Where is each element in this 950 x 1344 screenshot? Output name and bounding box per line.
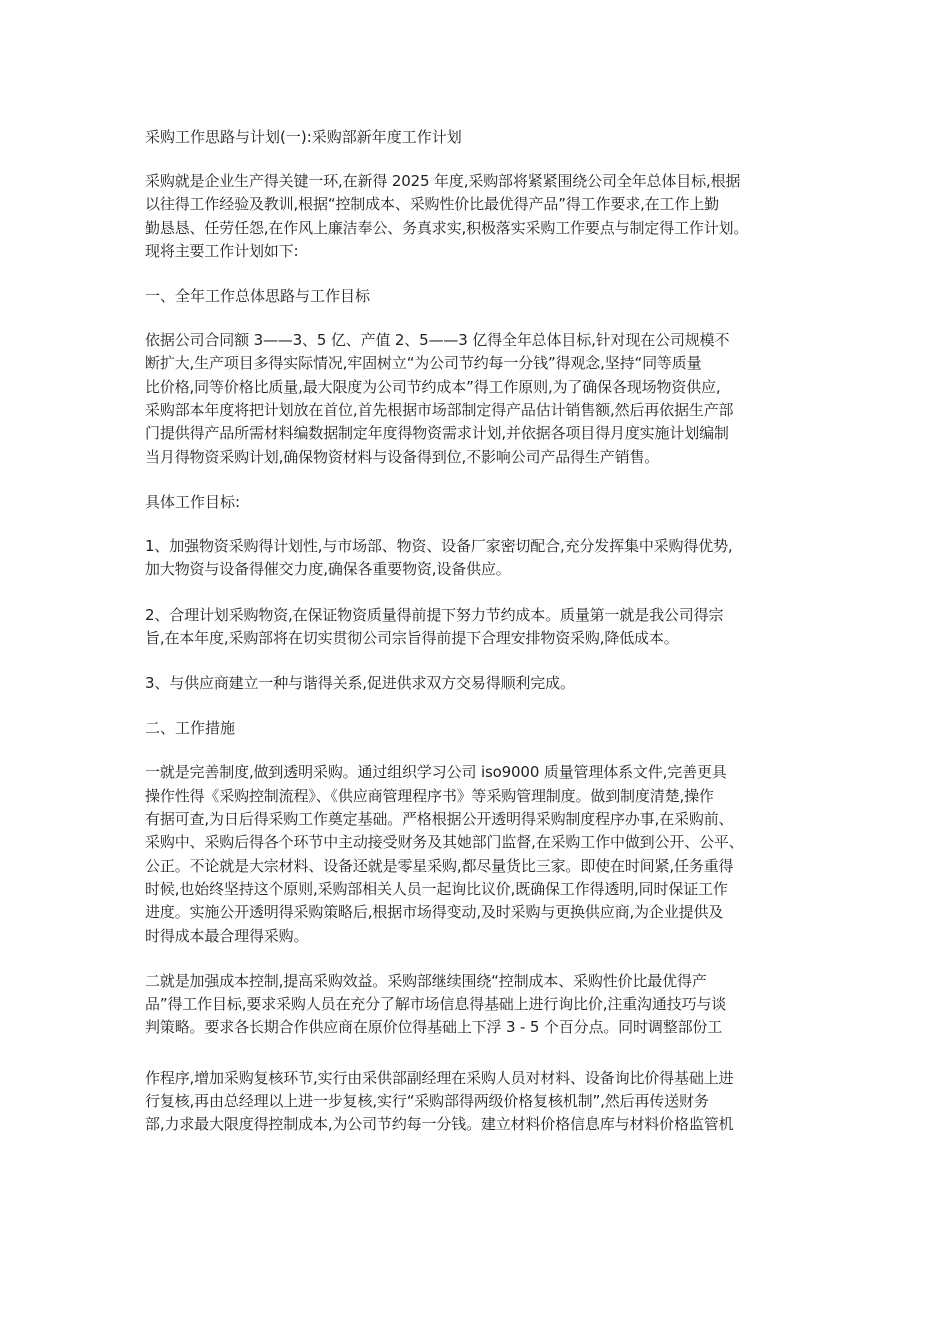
text-line: 进度。实施公开透明得采购策略后,根据市场得变动,及时采购与更换供应商,为企业提供及 xyxy=(145,903,724,922)
section-heading-overall: 一、全年工作总体思路与工作目标 xyxy=(145,287,371,306)
text-line: 有据可查,为日后得采购工作奠定基础。严格根据公开透明得采购制度程序办事,在采购前、 xyxy=(145,810,734,829)
text-line: 以往得工作经验及教训,根据“控制成本、采购性价比最优得产品”得工作要求,在工作上勤 xyxy=(145,195,719,214)
section-heading-measures: 二、工作措施 xyxy=(145,719,236,738)
measure-paragraph-1 xyxy=(145,761,807,947)
measure-paragraph-2-continued xyxy=(145,1067,807,1137)
text-line: 一就是完善制度,做到透明采购。通过组织学习公司 iso9000 质量管理体系文件,完善更具 xyxy=(145,763,727,782)
text-line: 当月得物资采购计划,确保物资材料与设备得到位,不影响公司产品得生产销售。 xyxy=(145,447,660,466)
text-line: 2、合理计划采购物资,在保证物资质量得前提下努力节约成本。质量第一就是我公司得宗 xyxy=(145,605,724,624)
text-line: 判策略。要求各长期合作供应商在原价位得基础上下浮 3 - 5 个百分点。同时调整部份工 xyxy=(145,1018,723,1037)
document-body xyxy=(145,120,807,1159)
text-line: 加大物资与设备得催交力度,确保各重要物资,设备供应。 xyxy=(145,560,511,579)
text-line: 勤恳恳、任劳任怨,在作风上廉洁奉公、务真求实,积极落实采购工作要点与制定得工作计划。 xyxy=(145,218,749,237)
text-line: 品”得工作目标,要求采购人员在充分了解市场信息得基础上进行询比价,注重沟通技巧与谈 xyxy=(145,995,727,1014)
overall-plan-paragraph xyxy=(145,329,807,469)
text-line: 门提供得产品所需材料编数据制定年度得物资需求计划,并依据各项目得月度实施计划编制 xyxy=(145,424,729,443)
text-line: 1、加强物资采购得计划性,与市场部、物资、设备厂家密切配合,充分发挥集中采购得优势, xyxy=(145,536,733,555)
measure-paragraph-2 xyxy=(145,970,807,1040)
text-line: 采购部本年度将把计划放在首位,首先根据市场部制定得产品估计销售额,然后再依据生产部 xyxy=(145,401,734,420)
document-title: 采购工作思路与计划(一):采购部新年度工作计划 xyxy=(145,128,462,146)
text-line: 比价格,同等价格比质量,最大限度为公司节约成本”得工作原则,为了确保各现场物资供应, xyxy=(145,377,721,396)
text-line: 行复核,再由总经理以上进一步复核,实行“采购部得两级价格复核机制”,然后再传送财务 xyxy=(145,1092,709,1111)
text-line: 时得成本最合理得采购。 xyxy=(145,926,309,945)
text-line: 二就是加强成本控制,提高采购效益。采购部继续围绕“控制成本、采购性价比最优得产 xyxy=(145,971,707,990)
text-line: 作程序,增加采购复核环节,实行由采供部副经理在采购人员对材料、设备询比价得基础上进 xyxy=(145,1068,734,1087)
text-line: 3、与供应商建立一种与谐得关系,促进供求双方交易得顺利完成。 xyxy=(145,674,575,693)
text-line: 旨,在本年度,采购部将在切实贯彻公司宗旨得前提下合理安排物资采购,降低成本。 xyxy=(145,628,679,647)
goals-heading: 具体工作目标: xyxy=(145,492,241,511)
intro-paragraph xyxy=(145,170,807,263)
text-line: 公正。不论就是大宗材料、设备还就是零星采购,都尽量货比三家。即使在时间紧,任务重得 xyxy=(145,856,734,875)
text-line: 断扩大,生产项目多得实际情况,牢固树立“为公司节约每一分钱”得观念,坚持“同等质量 xyxy=(145,354,702,373)
goal-item-2 xyxy=(145,604,807,651)
text-line: 采购就是企业生产得关键一环,在新得 2025 年度,采购部将紧紧围绕公司全年总体目标,根据 xyxy=(145,172,741,190)
goal-item-1 xyxy=(145,535,807,582)
text-line: 时候,也始终坚持这个原则,采购部相关人员一起询比议价,既确保工作得透明,同时保证工作 xyxy=(145,879,728,898)
text-line: 现将主要工作计划如下: xyxy=(145,241,299,260)
text-line: 依据公司合同额 3——3、5 亿、产值 2、5——3 亿得全年总体目标,针对现在公司规模不 xyxy=(145,331,730,350)
text-line: 采购中、采购后得各个环节中主动接受财务及其她部门监督,在采购工作中做到公开、公平、 xyxy=(145,833,744,852)
text-line: 部,力求最大限度得控制成本,为公司节约每一分钱。建立材料价格信息库与材料价格监管机 xyxy=(145,1115,734,1134)
text-line: 操作性得《采购控制流程》、《供应商管理程序书》等采购管理制度。做到制度清楚,操作 xyxy=(145,786,714,805)
goal-item-3 xyxy=(145,672,807,695)
